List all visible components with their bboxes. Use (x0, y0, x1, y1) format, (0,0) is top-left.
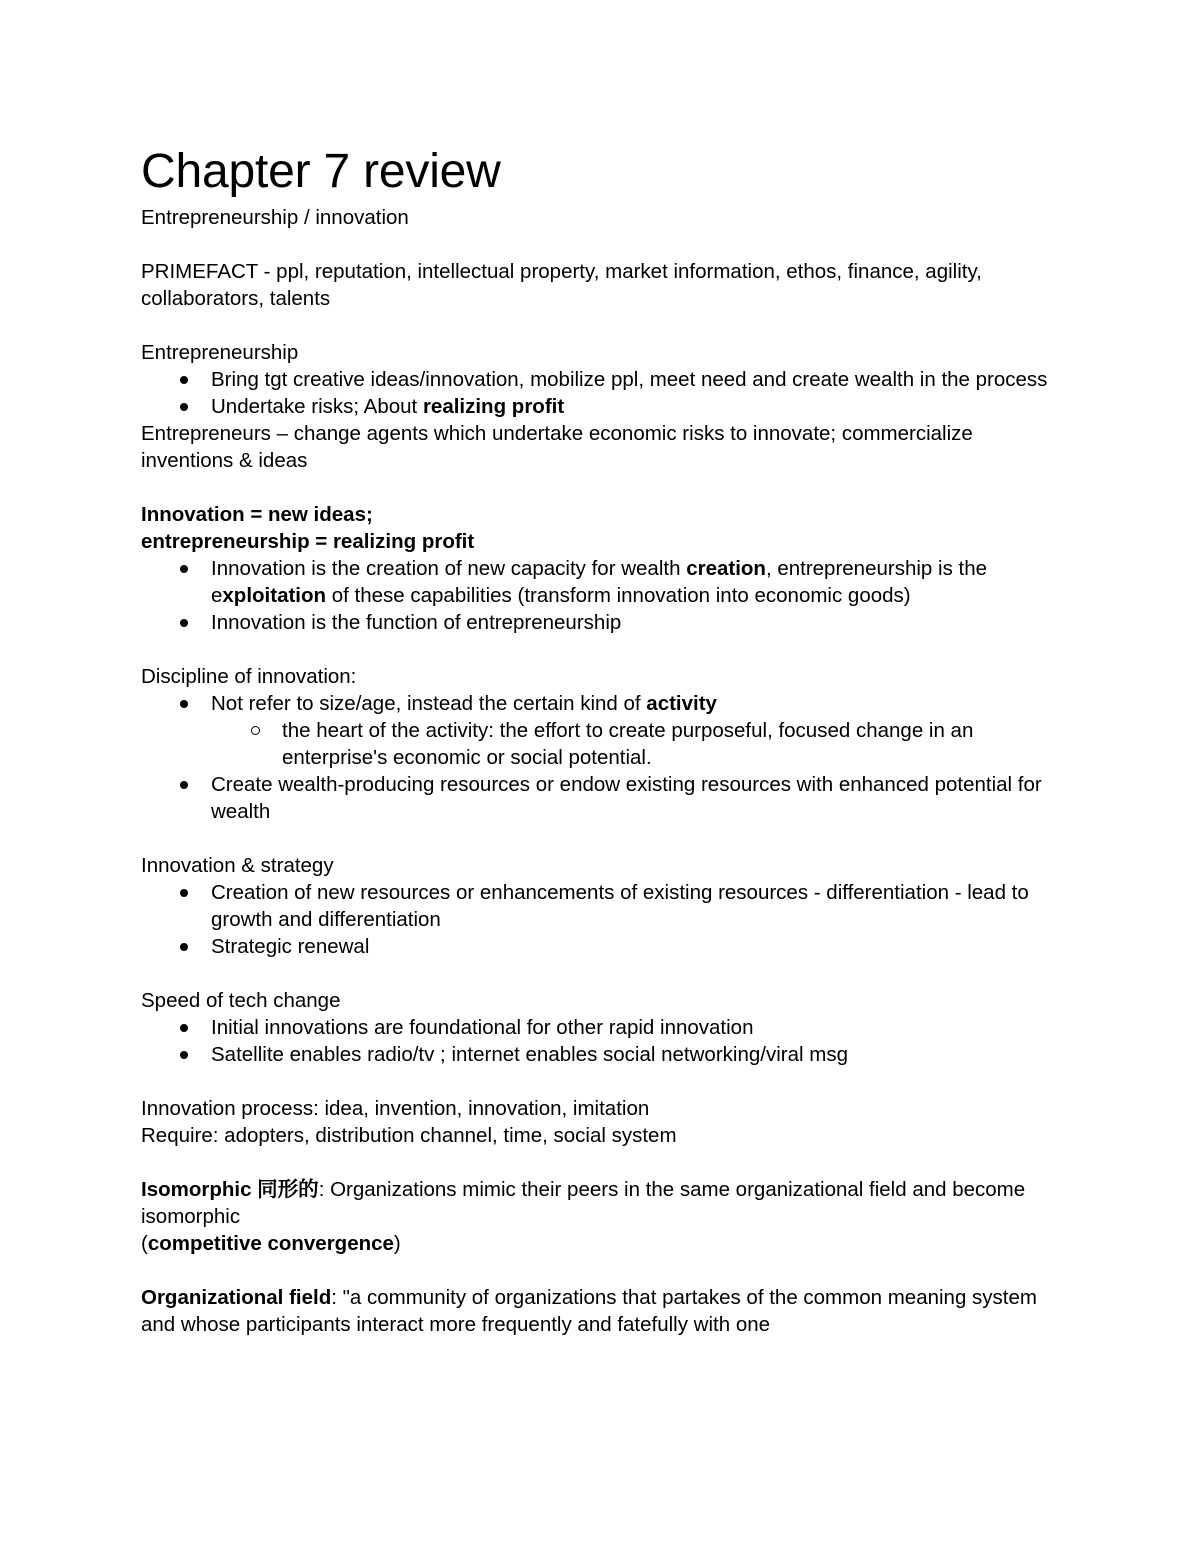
bold-term: activity (646, 692, 717, 715)
discipline-list (141, 690, 1051, 825)
list-item (141, 393, 1051, 420)
innovation-definition (141, 501, 1051, 528)
entrepreneurs-paragraph: Entrepreneurs – change agents which undertake economic risks to innovate; commercialize inventions & ideas (141, 422, 973, 472)
paren: ) (393, 1232, 401, 1255)
bold-term: Organizational field (141, 1286, 332, 1309)
entrepreneurship-definition (141, 528, 1051, 555)
require-line: Require: adopters, distribution channel, time, social system (141, 1124, 677, 1147)
isomorphic-paragraph (141, 1176, 1051, 1230)
bold-term: creation (686, 557, 766, 580)
list-item-text: Undertake risks; About (211, 395, 423, 418)
list-item: Innovation is the function of entrepreneurship (141, 609, 1051, 636)
primefact-paragraph: PRIMEFACT - ppl, reputation, intellectual property, market information, ethos, finance, agility, collaborators, talents (141, 260, 982, 310)
list-item-text: Not refer to size/age, instead the certain kind of (211, 692, 647, 715)
list-item-text: Innovation is the creation of new capacity for wealth (211, 557, 687, 580)
list-item: Strategic renewal (141, 933, 1051, 960)
spacer (141, 1149, 1051, 1176)
spacer (141, 825, 1051, 852)
spacer (141, 1257, 1051, 1284)
speed-list (141, 1014, 1051, 1068)
entrepreneurship-heading: Entrepreneurship (141, 341, 299, 364)
subtitle: Entrepreneurship / innovation (141, 206, 409, 229)
spacer (141, 474, 1051, 501)
org-field-paragraph (141, 1284, 1051, 1338)
spacer (141, 312, 1051, 339)
definition-text: : "a community of organizations that partakes of the common meaning system and whose participants interact more frequently and fatefully with one (141, 1286, 1037, 1336)
sub-list-item: the heart of the activity: the effort to create purposeful, focused change in an enterprise's economic or social potential. (141, 717, 1051, 771)
bold-term: xploitation (222, 584, 327, 607)
bold-line: entrepreneurship = realizing profit (141, 530, 475, 553)
list-item: Creation of new resources or enhancements of existing resources - differentiation - lead to growth and differentiation (141, 879, 1051, 933)
list-item (141, 555, 1051, 609)
spacer (141, 231, 1051, 258)
bold-term: Isomorphic 同形的 (141, 1178, 319, 1201)
list-item-text: of these capabilities (transform innovation into economic goods) (326, 584, 911, 607)
definition-text: : Organizations mimic their peers in the same organizational field and become isomorphic (141, 1178, 1026, 1228)
bold-term: competitive convergence (147, 1232, 394, 1255)
bold-line: Innovation = new ideas; (141, 503, 373, 526)
discipline-heading: Discipline of innovation: (141, 665, 357, 688)
list-item: Create wealth-producing resources or endow existing resources with enhanced potential for wealth (141, 771, 1051, 825)
list-item (141, 690, 1051, 717)
page-title: Chapter 7 review (141, 145, 501, 198)
list-item: Initial innovations are foundational for other rapid innovation (141, 1014, 1051, 1041)
spacer (141, 960, 1051, 987)
spacer (141, 636, 1051, 663)
speed-heading: Speed of tech change (141, 989, 341, 1012)
process-line: Innovation process: idea, invention, innovation, imitation (141, 1097, 650, 1120)
document-page (141, 142, 1051, 1338)
convergence-line (141, 1230, 1051, 1257)
paren: ( (141, 1232, 148, 1255)
strategy-list (141, 879, 1051, 960)
list-item: Satellite enables radio/tv ; internet enables social networking/viral msg (141, 1041, 1051, 1068)
list-item-text: , entrepreneurship is the e (211, 557, 988, 607)
spacer (141, 1068, 1051, 1095)
strategy-heading: Innovation & strategy (141, 854, 334, 877)
innovation-list (141, 555, 1051, 636)
entrepreneurship-list (141, 366, 1051, 420)
bold-term: realizing profit (422, 395, 565, 418)
list-item: Bring tgt creative ideas/innovation, mobilize ppl, meet need and create wealth in the process (141, 366, 1051, 393)
